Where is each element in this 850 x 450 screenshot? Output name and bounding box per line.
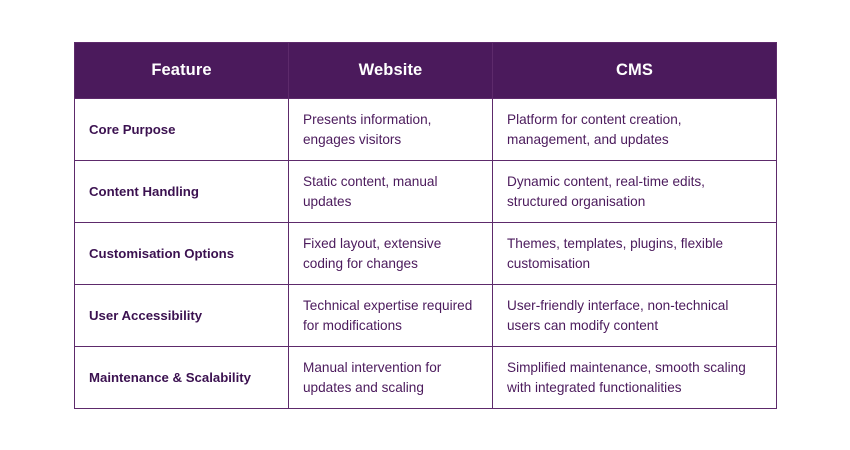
comparison-table-wrapper [74, 42, 776, 409]
table-row [75, 99, 777, 161]
cell-feature: Core Purpose [75, 99, 289, 161]
header-row [75, 43, 777, 99]
cell-website: Manual intervention for updates and scaling [289, 347, 493, 409]
table-header [75, 43, 777, 99]
table-row [75, 285, 777, 347]
table-row [75, 161, 777, 223]
table-row [75, 347, 777, 409]
column-header-website: Website [289, 43, 493, 99]
cell-cms: User-friendly interface, non-technical users can modify content [493, 285, 777, 347]
cell-cms: Platform for content creation, management, and updates [493, 99, 777, 161]
cell-website: Fixed layout, extensive coding for changes [289, 223, 493, 285]
table-body [75, 99, 777, 409]
cell-website: Technical expertise required for modifications [289, 285, 493, 347]
cell-feature: Customisation Options [75, 223, 289, 285]
cell-website: Presents information, engages visitors [289, 99, 493, 161]
cell-website: Static content, manual updates [289, 161, 493, 223]
column-header-cms: CMS [493, 43, 777, 99]
cell-cms: Simplified maintenance, smooth scaling with integrated functionalities [493, 347, 777, 409]
cell-feature: User Accessibility [75, 285, 289, 347]
table-row [75, 223, 777, 285]
column-header-feature: Feature [75, 43, 289, 99]
cell-feature: Maintenance & Scalability [75, 347, 289, 409]
cell-cms: Themes, templates, plugins, flexible customisation [493, 223, 777, 285]
cell-cms: Dynamic content, real-time edits, structured organisation [493, 161, 777, 223]
cell-feature: Content Handling [75, 161, 289, 223]
comparison-table [74, 42, 777, 409]
